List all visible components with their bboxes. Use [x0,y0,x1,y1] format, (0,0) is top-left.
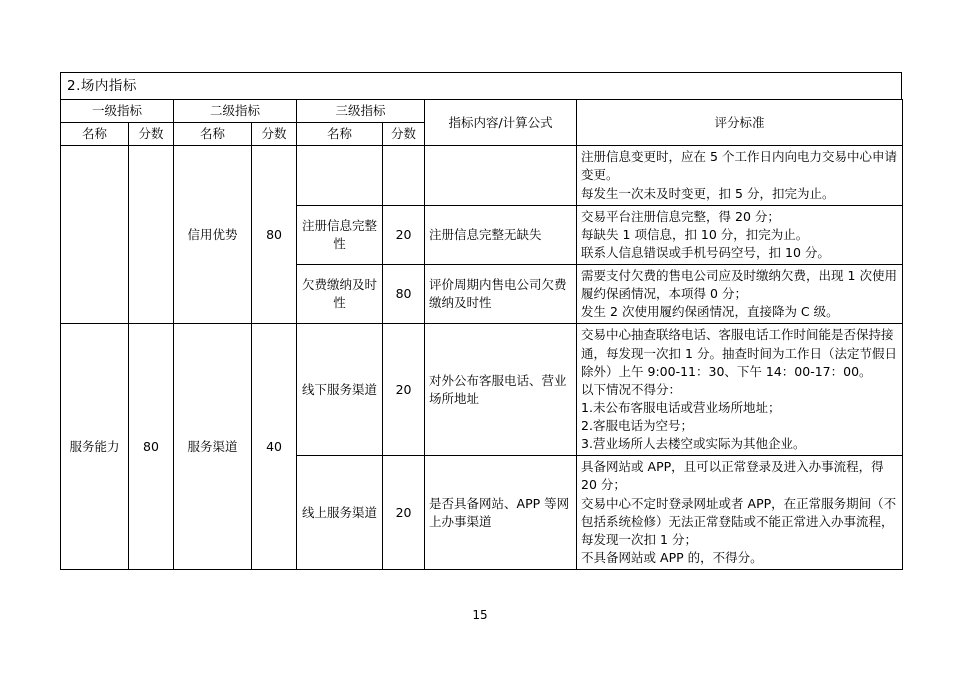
table-row [61,324,903,456]
criteria-line: 不具备网站或 APP 的，不得分。 [581,549,763,565]
level3-name-blank [297,146,383,205]
document-body [60,72,902,570]
level1-name-cell-blank [61,146,129,324]
indicator-table [60,99,903,570]
criteria-line: 交易中心不定时登录网址或者 APP，在正常服务期间（不包括系统检修）无法正常登陆或不能正常进入办事流程，每发现一次扣 1 分； [581,495,897,547]
criteria-line: 发生 2 次使用履约保函情况，直接降为 C 级。 [581,304,839,320]
criteria-line: 2.客服电话为空号； [581,418,693,433]
level3-score-offline-channel: 20 [383,324,425,456]
level2-name-service-channel: 服务渠道 [174,324,252,570]
criteria-line: 交易平台注册信息完整，得 20 分； [581,208,780,224]
criteria-cell-registration-completeness [577,205,903,264]
criteria-cell-online-channel [577,456,903,570]
criteria-line: 以下情况不得分： [581,381,682,397]
criteria-cell-arrears-timeliness [577,265,903,324]
level3-score-arrears-timeliness: 80 [383,265,425,324]
header-level2: 二级指标 [174,100,297,123]
header-level3-name: 名称 [297,123,383,146]
criteria-line: 具备网站或 APP，且可以正常登录及进入办事流程，得 20 分； [581,459,884,493]
content-cell-online-channel: 是否具备网站、APP 等网上办事渠道 [425,456,577,570]
header-level1-name: 名称 [61,123,129,146]
criteria-line: 交易中心抽查联络电话、客服电话工作时间能是否保持接通，每发现一次扣 1 分。抽查时间为工作日（法定节假日除外）上午 9:00-11：30、下午 14：00-17：00。 [581,327,897,379]
criteria-line: 每发生一次未及时变更，扣 5 分，扣完为止。 [581,185,835,201]
content-cell-registration-completeness: 注册信息完整无缺失 [425,205,577,264]
section-title: 2.场内指标 [60,72,902,99]
header-level2-score: 分数 [252,123,297,146]
header-content-formula: 指标内容/计算公式 [425,100,577,146]
header-level3: 三级指标 [297,100,425,123]
criteria-line: 3.营业场所人去楼空或实际为其他企业。 [581,436,806,452]
level3-score-registration-completeness: 20 [383,205,425,264]
level1-name-service-capability: 服务能力 [61,324,129,570]
header-level1: 一级指标 [61,100,174,123]
level3-name-registration-completeness: 注册信息完整性 [297,205,383,264]
level3-name-arrears-timeliness: 欠费缴纳及时性 [297,265,383,324]
table-row [61,146,903,205]
header-level3-score: 分数 [383,123,425,146]
criteria-line: 需要支付欠费的售电公司应及时缴纳欠费，出现 1 次使用履约保函情况，本项得 0 分； [581,268,897,302]
header-level2-name: 名称 [174,123,252,146]
content-cell-arrears-timeliness: 评价周期内售电公司欠费缴纳及时性 [425,265,577,324]
level2-name-credit: 信用优势 [174,146,252,324]
content-cell-blank [425,146,577,205]
criteria-line: 每缺失 1 项信息，扣 10 分，扣完为止。 [581,226,809,242]
criteria-line: 注册信息变更时，应在 5 个工作日内向电力交易中心申请变更。 [581,149,897,183]
criteria-cell-offline-channel [577,324,903,456]
criteria-line: 1.未公布客服电话或营业场所地址； [581,399,781,415]
table-header-row-1 [61,100,903,123]
criteria-cell-registration-change [577,146,903,205]
level3-name-offline-channel: 线下服务渠道 [297,324,383,456]
level2-score-credit: 80 [252,146,297,324]
criteria-line: 联系人信息错误或手机号码空号，扣 10 分。 [581,244,830,260]
level3-name-online-channel: 线上服务渠道 [297,456,383,570]
level3-score-blank [383,146,425,205]
page-number: 15 [472,608,488,622]
content-cell-offline-channel: 对外公布客服电话、营业场所地址 [425,324,577,456]
header-scoring-criteria: 评分标准 [577,100,903,146]
level1-score-cell-blank [129,146,174,324]
header-level1-score: 分数 [129,123,174,146]
level1-score-service-capability: 80 [129,324,174,570]
level3-score-online-channel: 20 [383,456,425,570]
level2-score-service-channel: 40 [252,324,297,570]
